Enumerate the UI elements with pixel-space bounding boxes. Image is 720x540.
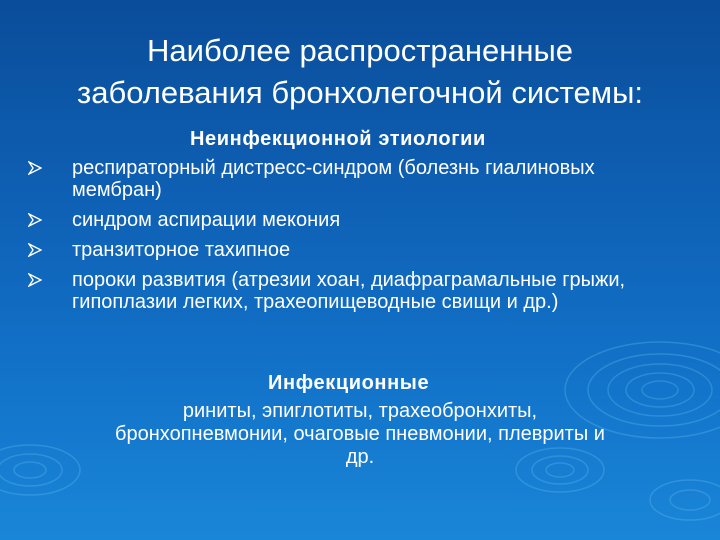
list-item-text: пороки развития (атрезии хоан, диафраграмальные грыжи, гипоплазии легких, трахеопищеводные свищи и др.) [72,269,626,313]
noninfectious-heading: Неинфекционной этиологии [190,128,486,150]
list-item-text: транзиторное тахипное [72,239,291,261]
arrow-bullet-icon [28,213,42,227]
slide-title [20,30,700,114]
infectious-line-1: риниты, эпиглотиты, трахеобронхиты, [182,400,538,422]
arrow-bullet-icon [28,161,42,175]
arrow-bullet-icon [28,273,42,287]
title-line-1: Наиболее распространенные [147,33,573,68]
title-line-2: заболевания бронхолегочной системы: [77,75,643,110]
list-item-text: синдром аспирации мекония [72,209,341,231]
arrow-bullet-icon [28,243,42,257]
list-item [28,269,688,313]
infectious-heading: Инфекционные [268,372,430,394]
list-item-text: респираторный дистресс-синдром (болезнь гиалиновых мембран) [72,157,595,201]
list-item [28,157,688,201]
list-item [28,209,688,231]
infectious-text [40,400,680,469]
infectious-line-2: бронхопневмонии, очаговые пневмонии, плевриты и [115,423,605,445]
infectious-line-3: др. [345,446,375,468]
noninfectious-list [28,157,688,321]
list-item [28,239,688,261]
